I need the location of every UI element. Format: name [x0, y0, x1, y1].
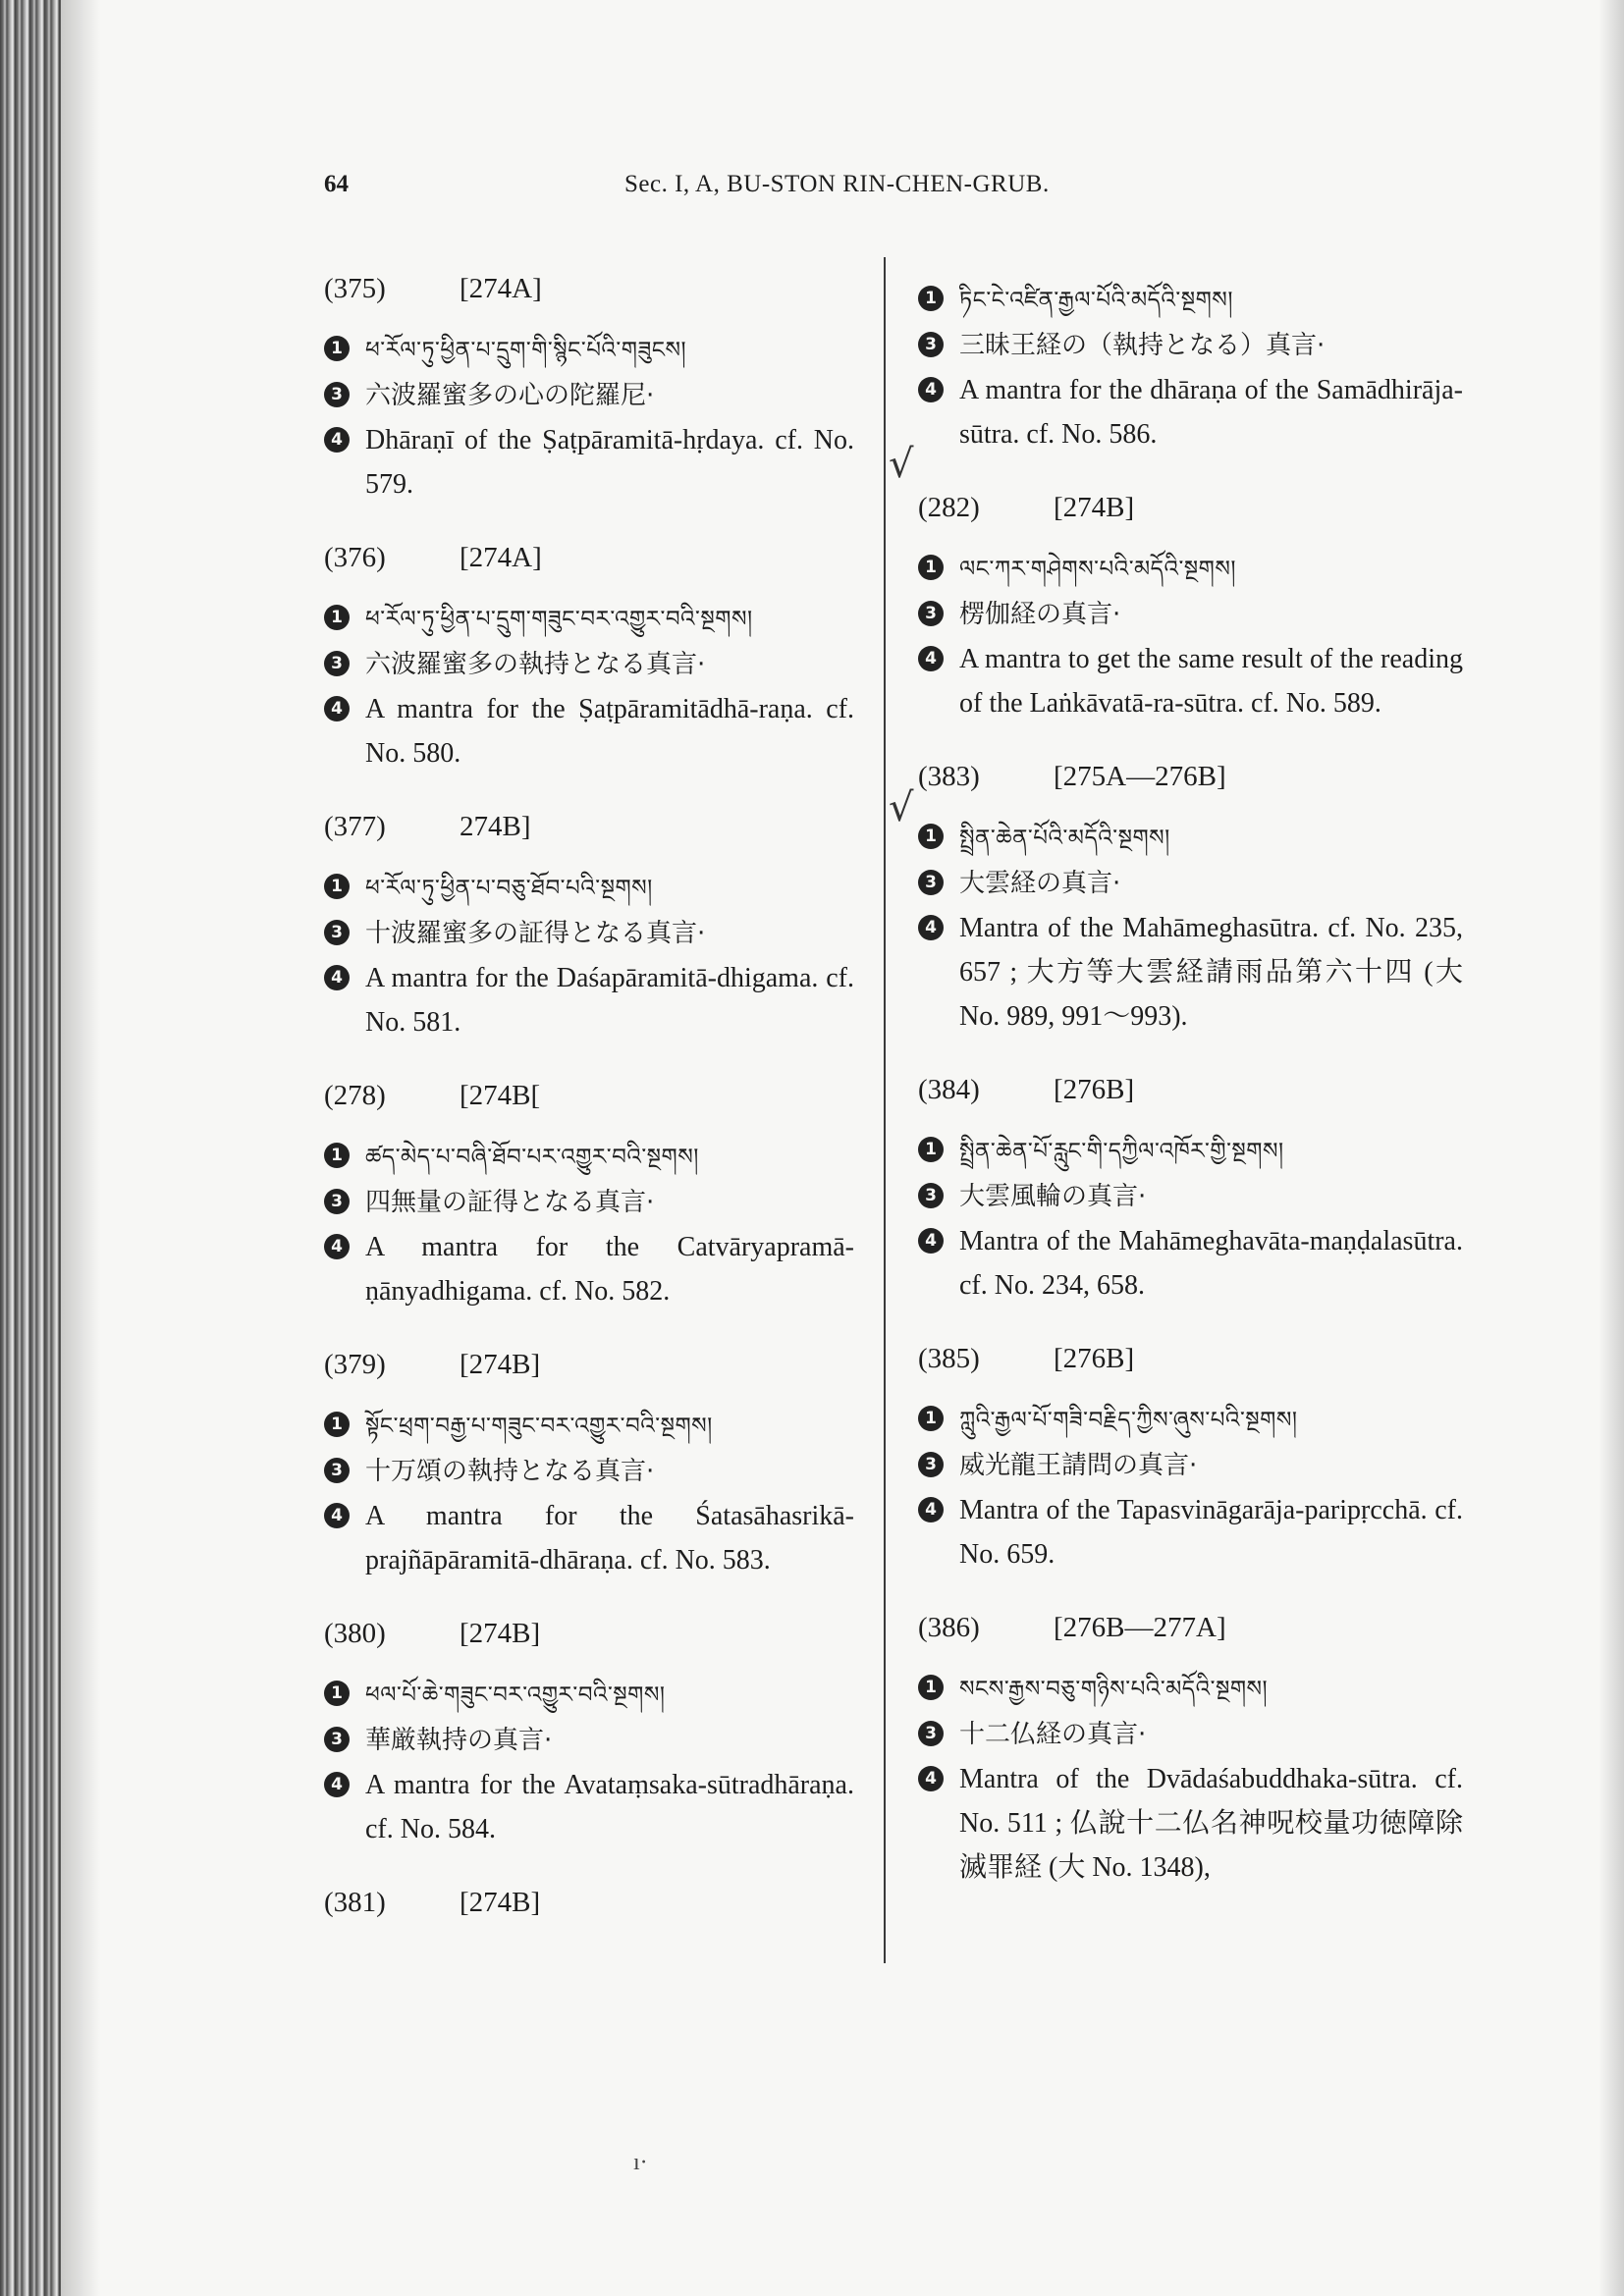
page-header [324, 171, 1202, 210]
page-number: 64 [324, 171, 349, 197]
entry-384 [918, 1074, 1463, 1308]
marker-3-icon: 3 [918, 332, 944, 357]
marker-4-icon: 4 [918, 646, 944, 671]
marker-3-icon: 3 [324, 920, 350, 945]
marker-1-icon: 1 [918, 286, 944, 311]
running-head: Sec. I, A, BU-STON RIN-CHEN-GRUB. [624, 171, 1050, 197]
book-spine-shadow [0, 0, 61, 2296]
entry-386 [918, 1612, 1463, 1890]
entry-number: (381) [324, 1887, 386, 1918]
tibetan-line [324, 1672, 854, 1718]
entry-heading [324, 273, 854, 305]
folio-ref: [276B—277A] [1054, 1612, 1226, 1643]
japanese-title: 大雲風輪の真言· [959, 1182, 1147, 1211]
entry-number: (278) [324, 1080, 386, 1111]
english-title: A mantra to get the same result of the reading of the Laṅkāvatā-ra-sūtra. cf. No. 589. [959, 644, 1463, 719]
entry-382 [918, 492, 1463, 725]
japanese-title: 大雲経の真言· [959, 869, 1121, 898]
english-line [324, 956, 854, 1044]
english-line [918, 1757, 1463, 1890]
entry-number: (377) [324, 811, 386, 842]
japanese-line [324, 642, 854, 687]
japanese-title: 六波羅蜜多の心の陀羅尼· [365, 381, 655, 410]
tibetan-title: ཀླུའི་རྒྱལ་པོ་གཟི་བརྗིད་ཀྱིས་ཞུས་པའི་སྔགས། [959, 1408, 1298, 1433]
tibetan-title: སྟོང་ཕྲག་བརྒྱ་པ་གཟུང་བར་འགྱུར་བའི་སྔགས། [365, 1414, 713, 1439]
tibetan-title: སངས་རྒྱས་བཅུ་གཉིས་པའི་མདོའི་སྔགས། [959, 1677, 1269, 1702]
english-title: Mantra of the Dvādaśabuddhaka-sūtra. cf. No. 511 ; 仏說十二仏名神呪校量功徳障除滅罪経 (大 No. 1348), [959, 1764, 1463, 1883]
tibetan-line [324, 1134, 854, 1180]
english-title: Mantra of the Tapasvināgarāja-paripṛcchā. cf. No. 659. [959, 1495, 1463, 1570]
english-line [918, 368, 1463, 456]
marker-1-icon: 1 [324, 874, 350, 899]
entry-375 [324, 273, 854, 507]
english-title: A mantra for the Catvāryapramā-ṇānyadhigama. cf. No. 582. [365, 1232, 854, 1307]
marker-3-icon: 3 [324, 651, 350, 676]
folio-ref: [275A—276B] [1054, 761, 1226, 792]
folio-ref: [274B] [460, 1349, 541, 1380]
entry-379 [324, 1349, 854, 1582]
english-title: A mantra for the Avataṃsaka-sūtradhāraṇa. cf. No. 584. [365, 1770, 854, 1844]
spine-fade [61, 0, 100, 2296]
entry-heading [918, 1074, 1463, 1106]
tibetan-line [918, 546, 1463, 592]
entry-381-continued [918, 277, 1463, 456]
marker-1-icon: 1 [918, 555, 944, 580]
marker-3-icon: 3 [324, 1189, 350, 1214]
tibetan-title: ཕ་རོལ་ཏུ་ཕྱིན་པ་དྲུག་གཟུང་བར་འགྱུར་བའི་སྔགས། [365, 607, 753, 632]
english-title: A mantra for the Ṣaṭpāramitādhā-raṇa. cf. No. 580. [365, 694, 854, 769]
english-line [324, 1763, 854, 1851]
entry-number: (379) [324, 1349, 386, 1380]
left-column [324, 273, 854, 1954]
tibetan-title: སྤྲིན་ཆེན་པོ་རླུང་གི་དཀྱིལ་འཁོར་གྱི་སྔགས། [959, 1139, 1284, 1164]
japanese-line [918, 1174, 1463, 1219]
folio-ref: [274B] [1054, 492, 1135, 523]
folio-ref: [276B] [1054, 1074, 1135, 1105]
japanese-title: 六波羅蜜多の執持となる真言· [365, 650, 706, 679]
folio-ref: [276B] [1054, 1343, 1135, 1374]
tibetan-line [918, 1666, 1463, 1712]
entry-377 [324, 811, 854, 1044]
tibetan-line [324, 865, 854, 911]
marker-3-icon: 3 [918, 1721, 944, 1746]
tibetan-line [324, 327, 854, 373]
entry-heading [324, 1618, 854, 1650]
tibetan-line [918, 277, 1463, 323]
marker-3-icon: 3 [324, 382, 350, 407]
english-line [324, 687, 854, 775]
marker-1-icon: 1 [918, 1406, 944, 1431]
marker-1-icon: 1 [918, 1137, 944, 1162]
marker-4-icon: 4 [324, 427, 350, 453]
japanese-line [324, 911, 854, 956]
marker-3-icon: 3 [918, 601, 944, 626]
marker-1-icon: 1 [324, 1681, 350, 1706]
entry-381 [324, 1887, 854, 1919]
japanese-line [324, 373, 854, 418]
japanese-line [918, 1712, 1463, 1757]
tibetan-title: ཚད་མེད་པ་བཞི་ཐོབ་པར་འགྱུར་བའི་སྔགས། [365, 1145, 699, 1170]
japanese-line [918, 592, 1463, 637]
english-title: A mantra for the Daśapāramitā-dhigama. cf. No. 581. [365, 963, 854, 1038]
marker-1-icon: 1 [918, 1675, 944, 1700]
check-mark-282: √ [889, 442, 914, 487]
marker-3-icon: 3 [918, 1183, 944, 1208]
tibetan-line [918, 815, 1463, 861]
entry-number: (375) [324, 273, 386, 304]
marker-4-icon: 4 [324, 1772, 350, 1797]
folio-ref: [274B] [460, 1887, 541, 1918]
entry-380 [324, 1618, 854, 1851]
japanese-line [324, 1718, 854, 1763]
english-line [918, 1488, 1463, 1576]
japanese-title: 四無量の証得となる真言· [365, 1188, 655, 1217]
english-line [918, 637, 1463, 725]
marker-1-icon: 1 [324, 1412, 350, 1437]
english-title: A mantra for the Śatasāhasrikā-prajñāpāramitā-dhāraṇa. cf. No. 583. [365, 1501, 854, 1575]
english-title: Dhāraṇī of the Ṣaṭpāramitā-hṛdaya. cf. No. 579. [365, 425, 854, 500]
entry-heading [324, 811, 854, 843]
japanese-line [918, 861, 1463, 906]
entry-heading [324, 1349, 854, 1381]
japanese-line [324, 1180, 854, 1225]
tibetan-line [324, 596, 854, 642]
folio-ref: [274B] [460, 1618, 541, 1649]
marker-3-icon: 3 [918, 1452, 944, 1477]
japanese-title: 華厳執持の真言· [365, 1726, 553, 1755]
entry-383 [918, 761, 1463, 1039]
tibetan-title: ཏིང་ངེ་འཛིན་རྒྱལ་པོའི་མདོའི་སྔགས། [959, 288, 1233, 313]
marker-4-icon: 4 [918, 1497, 944, 1522]
entry-number: (376) [324, 542, 386, 573]
entry-number: (380) [324, 1618, 386, 1649]
marker-1-icon: 1 [324, 605, 350, 630]
entry-number: (384) [918, 1074, 980, 1105]
folio-ref: [274B[ [460, 1080, 541, 1111]
marker-4-icon: 4 [918, 1228, 944, 1254]
folio-ref: 274B] [460, 811, 531, 842]
tibetan-title: སྤྲིན་ཆེན་པོའི་མདོའི་སྔགས། [959, 826, 1170, 851]
marker-1-icon: 1 [918, 824, 944, 849]
entry-number: (385) [918, 1343, 980, 1374]
marker-4-icon: 4 [324, 696, 350, 721]
tibetan-line [918, 1397, 1463, 1443]
folio-ref: [274A] [460, 273, 542, 304]
japanese-title: 十万頌の執持となる真言· [365, 1457, 655, 1486]
marker-1-icon: 1 [324, 336, 350, 361]
japanese-title: 十二仏経の真言· [959, 1720, 1147, 1749]
marker-4-icon: 4 [324, 1234, 350, 1259]
tibetan-title: ལང་ཀར་གཤེགས་པའི་མདོའི་སྔགས། [959, 557, 1237, 582]
right-column [918, 277, 1463, 1925]
japanese-title: 楞伽経の真言· [959, 600, 1121, 629]
marker-4-icon: 4 [918, 915, 944, 940]
japanese-line [918, 1443, 1463, 1488]
japanese-title: 三昧王経の（執持となる）真言· [959, 331, 1326, 360]
footer-mark: ı· [633, 2150, 648, 2175]
entry-number: (383) [918, 761, 980, 792]
marker-3-icon: 3 [324, 1727, 350, 1752]
marker-4-icon: 4 [918, 377, 944, 402]
english-line [324, 1225, 854, 1313]
japanese-line [324, 1449, 854, 1494]
entry-heading [918, 492, 1463, 524]
tibetan-line [324, 1403, 854, 1449]
english-line [324, 1494, 854, 1582]
marker-1-icon: 1 [324, 1143, 350, 1168]
entry-heading [918, 761, 1463, 793]
entry-heading [324, 1887, 854, 1919]
marker-4-icon: 4 [324, 1503, 350, 1528]
marker-4-icon: 4 [324, 965, 350, 990]
marker-4-icon: 4 [918, 1766, 944, 1791]
tibetan-line [918, 1128, 1463, 1174]
marker-3-icon: 3 [918, 870, 944, 895]
tibetan-title: ཕལ་པོ་ཆེ་གཟུང་བར་འགྱུར་བའི་སྔགས། [365, 1682, 666, 1708]
japanese-line [918, 323, 1463, 368]
entry-376 [324, 542, 854, 775]
entry-heading [918, 1612, 1463, 1644]
check-mark-383: √ [889, 785, 914, 830]
english-line [918, 1219, 1463, 1308]
english-title: A mantra for the dhāraṇa of the Samādhirāja-sūtra. cf. No. 586. [959, 375, 1463, 450]
entry-385 [918, 1343, 1463, 1576]
entry-number: (282) [918, 492, 980, 523]
entry-heading [324, 542, 854, 574]
entry-heading [324, 1080, 854, 1112]
folio-ref: [274A] [460, 542, 542, 573]
english-line [918, 906, 1463, 1039]
japanese-title: 十波羅蜜多の証得となる真言· [365, 919, 706, 948]
english-title: Mantra of the Mahāmeghavāta-maṇḍalasūtra. cf. No. 234, 658. [959, 1226, 1463, 1301]
entry-heading [918, 1343, 1463, 1375]
tibetan-title: ཕ་རོལ་ཏུ་ཕྱིན་པ་དྲུག་གི་སྙིང་པོའི་གཟུངས། [365, 338, 687, 363]
marker-3-icon: 3 [324, 1458, 350, 1483]
entry-378 [324, 1080, 854, 1313]
page-edge-shadow [1598, 0, 1624, 2296]
column-divider [884, 257, 886, 1963]
entry-number: (386) [918, 1612, 980, 1643]
japanese-title: 威光龍王請問の真言· [959, 1451, 1198, 1480]
english-title: Mantra of the Mahāmeghasūtra. cf. No. 235, 657 ; 大方等大雲経請雨品第六十四 (大 No. 989, 991～993). [959, 913, 1463, 1032]
english-line [324, 418, 854, 507]
tibetan-title: ཕ་རོལ་ཏུ་ཕྱིན་པ་བཅུ་ཐོབ་པའི་སྔགས། [365, 876, 653, 901]
